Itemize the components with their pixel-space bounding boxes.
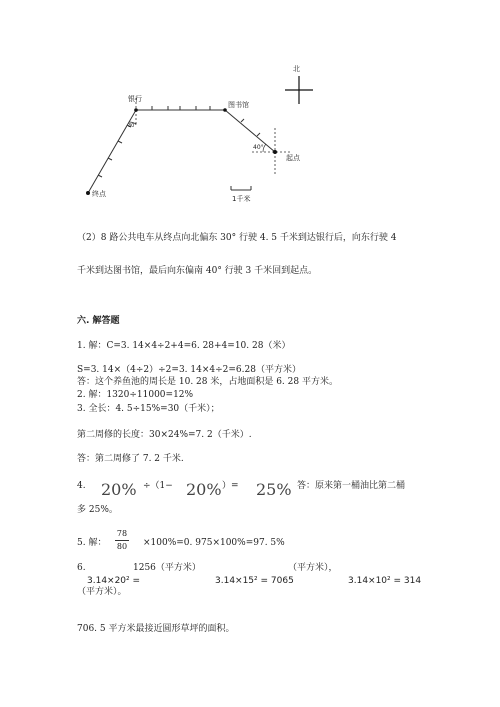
q6-unit-mid: （平方米）， [288,563,338,573]
library-point [223,108,227,112]
q5-numerator: 78 [116,529,128,538]
end-point [86,191,90,195]
route-ticks [98,106,260,177]
q4-operator-1: ÷（1− [143,481,173,491]
end-label: 终点 [92,190,106,198]
answer-3-week2: 第二周修的长度：30×24%=7. 2（千米）. [77,430,252,440]
q6-expr-3: 3.14×10² = 314 [348,576,422,586]
q5-denominator: 80 [116,542,128,551]
answer-3-conclusion: 答：第二周修了 7. 2 千米. [77,454,184,464]
answer-1-area: S=3. 14×（4÷2）÷2=3. 14×4÷2=6.28（平方米） [77,365,301,375]
q5-prefix: 5. 解： [77,538,107,548]
q4-number: 4. [77,481,86,491]
q6-unit-end: （平方米）。 [77,587,127,597]
q4-percent-3: 25% [256,480,292,499]
answer-3: 3. 全长：4. 5÷15%=30（千米）； [77,404,220,414]
library-label: 图书馆 [228,101,249,109]
start-angle-label: 40° [253,144,264,151]
q4-percent-1: 20% [101,480,137,499]
q2-line-1: （2）8 路公共电车从终点向北偏东 30° 行驶 4. 5 千米到达银行后，向东行驶 4 [77,233,397,243]
start-point [273,150,277,154]
q4-operator-2: ）= [222,481,239,491]
bank-angle-label: 30° [128,123,137,129]
q2-line-2: 千米到达图书馆，最后向东偏南 40° 行驶 3 千米回到起点。 [77,266,318,276]
bank-label: 银行 [128,95,142,103]
answer-2: 2. 解：1320÷11000=12% [77,390,194,400]
final-answer: 706. 5 平方米最接近圆形草坪的面积。 [77,624,235,634]
q6-value-1: 1256（平方米） [133,563,201,573]
q6-expr-1: 3.14×20² = [87,576,141,586]
q5-fraction [115,529,129,552]
q5-rest: ×100%=0. 975×100%=97. 5% [143,538,285,548]
q4-answer: 答：原来第一桶油比第二桶 [297,481,406,491]
scale-label: 1千米 [232,195,251,203]
route-library-to-start [225,110,275,152]
answer-1-line: 1. 解：C=3. 14×4÷2+4=6. 28+4=10. 28（米） [77,341,291,351]
north-compass [285,76,313,104]
q4-percent-2: 20% [186,480,222,499]
q6-expr-2: 3.14×15² = 7065 [215,576,294,586]
q4-answer-line-2: 多 25%。 [77,505,118,515]
section-title: 六. 解答题 [77,316,120,326]
route-diagram [0,0,500,230]
start-label: 起点 [286,154,300,162]
scale-bar [231,186,251,190]
north-label: 北 [293,65,300,73]
q6-number: 6. [77,563,86,573]
bank-point [134,108,138,112]
q5-fraction-bar [115,540,129,541]
answer-1-conclusion: 答：这个养鱼池的周长是 10. 28 米，占地面积是 6. 28 平方米。 [77,377,338,387]
